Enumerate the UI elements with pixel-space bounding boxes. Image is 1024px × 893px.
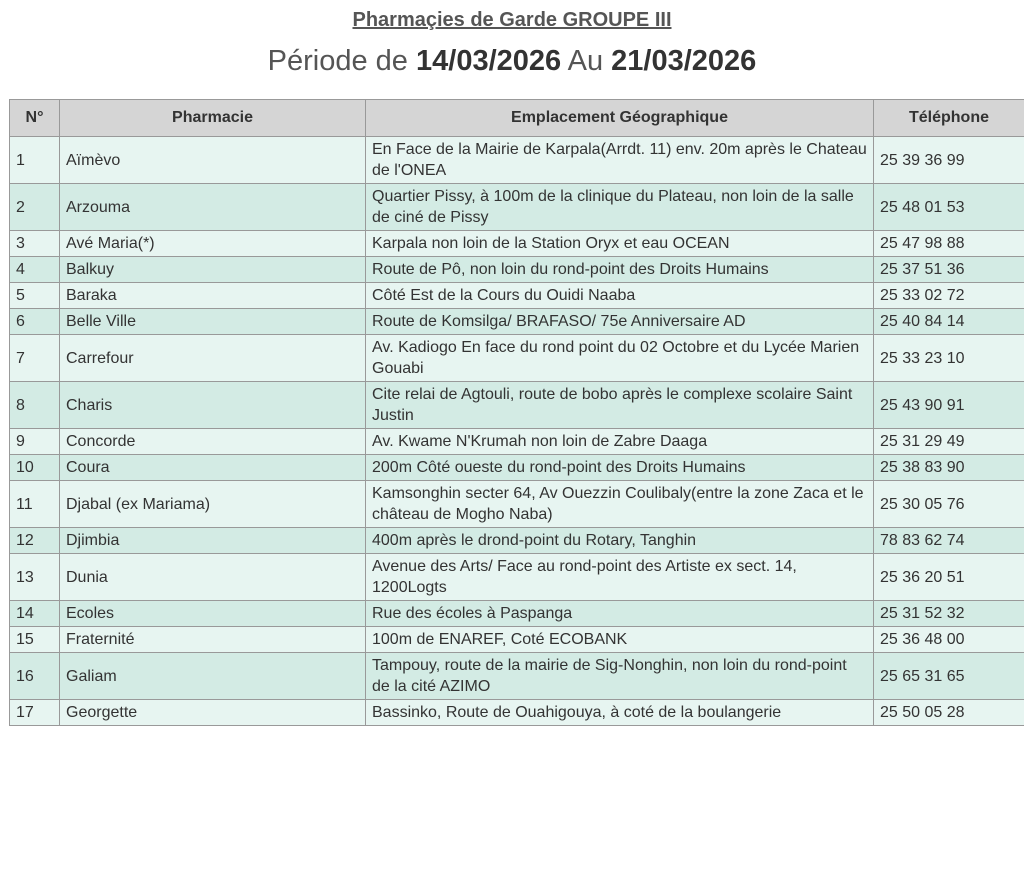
cell-emplacement: Karpala non loin de la Station Oryx et eau OCEAN	[366, 231, 874, 257]
cell-emplacement: Av. Kwame N'Krumah non loin de Zabre Daaga	[366, 429, 874, 455]
cell-number: 16	[10, 653, 60, 700]
table-row	[10, 283, 1024, 309]
cell-telephone: 25 36 20 51	[874, 554, 1024, 601]
table-row	[10, 700, 1024, 726]
period-middle: Au	[568, 45, 603, 77]
cell-telephone: 25 39 36 99	[874, 137, 1024, 184]
cell-telephone: 25 50 05 28	[874, 700, 1024, 726]
cell-emplacement: Av. Kadiogo En face du rond point du 02 Octobre et du Lycée Marien Gouabi	[366, 335, 874, 382]
period-start-date: 14/03/2026	[416, 45, 561, 77]
pharmacies-table	[9, 99, 1024, 726]
cell-number: 11	[10, 481, 60, 528]
cell-pharmacie: Coura	[60, 455, 366, 481]
cell-emplacement: 200m Côté oueste du rond-point des Droits Humains	[366, 455, 874, 481]
table-row	[10, 429, 1024, 455]
table-header-row	[10, 100, 1024, 137]
cell-emplacement: Bassinko, Route de Ouahigouya, à coté de la boulangerie	[366, 700, 874, 726]
cell-number: 10	[10, 455, 60, 481]
cell-number: 12	[10, 528, 60, 554]
cell-telephone: 25 37 51 36	[874, 257, 1024, 283]
cell-pharmacie: Djabal (ex Mariama)	[60, 481, 366, 528]
table-row	[10, 257, 1024, 283]
cell-emplacement: Route de Komsilga/ BRAFASO/ 75e Anniversaire AD	[366, 309, 874, 335]
cell-number: 14	[10, 601, 60, 627]
table-row	[10, 184, 1024, 231]
table-body	[10, 137, 1024, 726]
cell-number: 17	[10, 700, 60, 726]
page-heading: Pharmaçies de Garde GROUPE III	[0, 8, 1024, 32]
cell-pharmacie: Balkuy	[60, 257, 366, 283]
header-telephone: Téléphone	[874, 100, 1024, 137]
table-row	[10, 455, 1024, 481]
cell-emplacement: Route de Pô, non loin du rond-point des Droits Humains	[366, 257, 874, 283]
cell-number: 8	[10, 382, 60, 429]
cell-number: 9	[10, 429, 60, 455]
cell-number: 5	[10, 283, 60, 309]
cell-number: 1	[10, 137, 60, 184]
cell-telephone: 25 65 31 65	[874, 653, 1024, 700]
cell-pharmacie: Dunia	[60, 554, 366, 601]
cell-pharmacie: Fraternité	[60, 627, 366, 653]
cell-emplacement: 400m après le drond-point du Rotary, Tanghin	[366, 528, 874, 554]
cell-telephone: 25 47 98 88	[874, 231, 1024, 257]
cell-telephone: 25 40 84 14	[874, 309, 1024, 335]
header-pharmacie: Pharmacie	[60, 100, 366, 137]
cell-emplacement: Quartier Pissy, à 100m de la clinique du Plateau, non loin de la salle de ciné de Pissy	[366, 184, 874, 231]
cell-pharmacie: Belle Ville	[60, 309, 366, 335]
table-row	[10, 528, 1024, 554]
table-row	[10, 653, 1024, 700]
cell-pharmacie: Georgette	[60, 700, 366, 726]
cell-pharmacie: Djimbia	[60, 528, 366, 554]
header-emplacement: Emplacement Géographique	[366, 100, 874, 137]
cell-number: 4	[10, 257, 60, 283]
period-line	[0, 44, 1024, 78]
cell-pharmacie: Baraka	[60, 283, 366, 309]
table-row	[10, 554, 1024, 601]
cell-emplacement: En Face de la Mairie de Karpala(Arrdt. 11) env. 20m après le Chateau de l'ONEA	[366, 137, 874, 184]
table-row	[10, 137, 1024, 184]
cell-number: 3	[10, 231, 60, 257]
cell-emplacement: Avenue des Arts/ Face au rond-point des Artiste ex sect. 14, 1200Logts	[366, 554, 874, 601]
cell-telephone: 25 48 01 53	[874, 184, 1024, 231]
cell-emplacement: Cite relai de Agtouli, route de bobo après le complexe scolaire Saint Justin	[366, 382, 874, 429]
table-row	[10, 601, 1024, 627]
cell-emplacement: 100m de ENAREF, Coté ECOBANK	[366, 627, 874, 653]
table-row	[10, 231, 1024, 257]
cell-number: 2	[10, 184, 60, 231]
cell-telephone: 78 83 62 74	[874, 528, 1024, 554]
table-row	[10, 309, 1024, 335]
header-number: N°	[10, 100, 60, 137]
cell-pharmacie: Avé Maria(*)	[60, 231, 366, 257]
cell-number: 13	[10, 554, 60, 601]
cell-number: 7	[10, 335, 60, 382]
cell-telephone: 25 38 83 90	[874, 455, 1024, 481]
cell-emplacement: Kamsonghin secter 64, Av Ouezzin Coulibaly(entre la zone Zaca et le château de Mogho Naba)	[366, 481, 874, 528]
cell-telephone: 25 33 23 10	[874, 335, 1024, 382]
table-row	[10, 335, 1024, 382]
cell-pharmacie: Concorde	[60, 429, 366, 455]
cell-emplacement: Tampouy, route de la mairie de Sig-Nonghin, non loin du rond-point de la cité AZIMO	[366, 653, 874, 700]
cell-pharmacie: Carrefour	[60, 335, 366, 382]
period-end-date: 21/03/2026	[611, 45, 756, 77]
cell-emplacement: Rue des écoles à Paspanga	[366, 601, 874, 627]
table-row	[10, 627, 1024, 653]
cell-number: 15	[10, 627, 60, 653]
cell-telephone: 25 30 05 76	[874, 481, 1024, 528]
cell-emplacement: Côté Est de la Cours du Ouidi Naaba	[366, 283, 874, 309]
cell-pharmacie: Ecoles	[60, 601, 366, 627]
cell-telephone: 25 31 29 49	[874, 429, 1024, 455]
cell-telephone: 25 36 48 00	[874, 627, 1024, 653]
cell-telephone: 25 33 02 72	[874, 283, 1024, 309]
cell-telephone: 25 31 52 32	[874, 601, 1024, 627]
table-row	[10, 382, 1024, 429]
cell-number: 6	[10, 309, 60, 335]
table-row	[10, 481, 1024, 528]
cell-pharmacie: Arzouma	[60, 184, 366, 231]
cell-pharmacie: Galiam	[60, 653, 366, 700]
period-prefix: Période de	[268, 45, 408, 77]
cell-telephone: 25 43 90 91	[874, 382, 1024, 429]
cell-pharmacie: Aïmèvo	[60, 137, 366, 184]
cell-pharmacie: Charis	[60, 382, 366, 429]
